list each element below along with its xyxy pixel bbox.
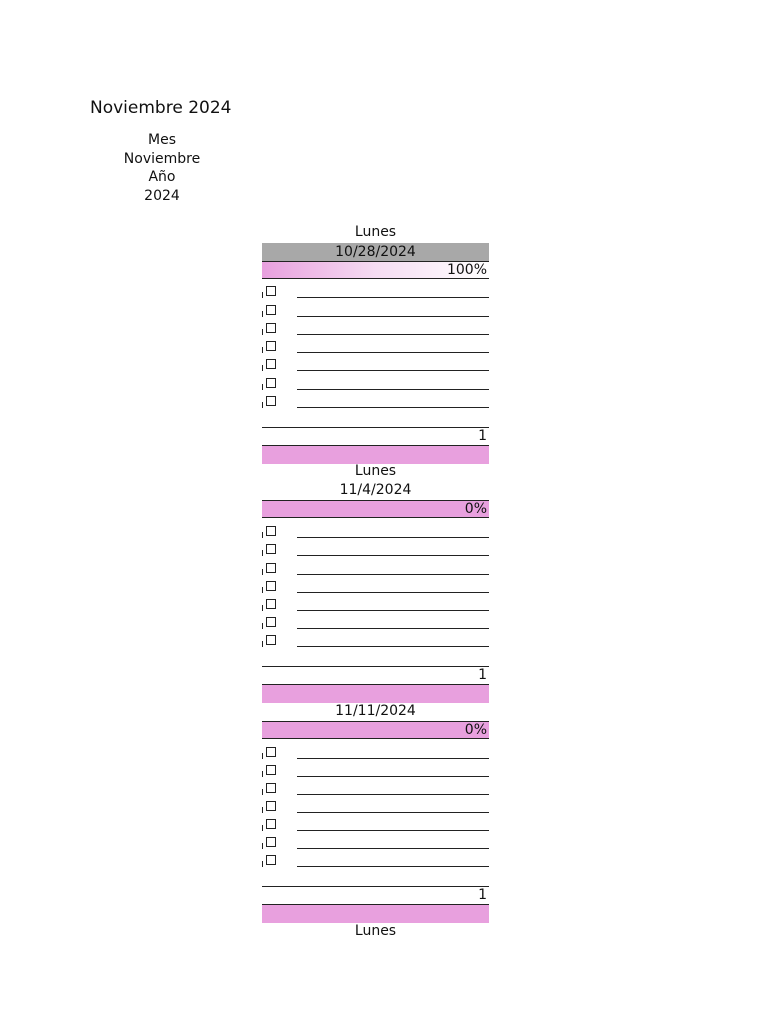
task-row	[262, 317, 489, 335]
task-row	[262, 849, 489, 867]
row-tick	[262, 365, 263, 371]
page-title: Noviembre 2024	[90, 98, 232, 118]
task-row	[262, 299, 489, 317]
week3-count: 1	[262, 886, 489, 905]
task-checkbox[interactable]	[266, 765, 276, 775]
row-tick	[262, 292, 263, 298]
task-row	[262, 777, 489, 795]
next-day-label: Lunes	[354, 923, 397, 939]
year-label: Año	[148, 169, 176, 185]
task-line[interactable]	[297, 370, 489, 371]
task-row	[262, 372, 489, 390]
week2-day-label: Lunes	[354, 463, 397, 479]
row-tick	[262, 402, 263, 408]
week2-progress-percent: 0%	[262, 500, 489, 518]
week1-date: 10/28/2024	[262, 243, 489, 261]
task-checkbox[interactable]	[266, 378, 276, 388]
task-checkbox[interactable]	[266, 323, 276, 333]
task-checkbox[interactable]	[266, 635, 276, 645]
week3-progress-percent: 0%	[262, 721, 489, 739]
task-line[interactable]	[297, 555, 489, 556]
task-line[interactable]	[297, 297, 489, 298]
month-label: Mes	[148, 132, 176, 148]
task-checkbox[interactable]	[266, 396, 276, 406]
task-row	[262, 593, 489, 611]
task-checkbox[interactable]	[266, 563, 276, 573]
task-checkbox[interactable]	[266, 305, 276, 315]
task-line[interactable]	[297, 866, 489, 867]
task-row	[262, 575, 489, 593]
task-row	[262, 795, 489, 813]
week1-footer-bar	[262, 446, 489, 464]
task-row	[262, 520, 489, 538]
task-row	[262, 280, 489, 298]
month-value: Noviembre	[123, 151, 201, 167]
task-checkbox[interactable]	[266, 599, 276, 609]
task-row	[262, 335, 489, 353]
row-tick	[262, 861, 263, 867]
task-checkbox[interactable]	[266, 747, 276, 757]
task-row	[262, 390, 489, 408]
week3-date: 11/11/2024	[335, 703, 416, 719]
task-checkbox[interactable]	[266, 526, 276, 536]
task-line[interactable]	[297, 407, 489, 408]
week1-progress-percent: 100%	[262, 261, 489, 279]
task-checkbox[interactable]	[266, 837, 276, 847]
week2-date: 11/4/2024	[339, 482, 412, 498]
week1-count: 1	[262, 427, 489, 446]
task-checkbox[interactable]	[266, 819, 276, 829]
task-checkbox[interactable]	[266, 801, 276, 811]
task-checkbox[interactable]	[266, 783, 276, 793]
task-line[interactable]	[297, 646, 489, 647]
task-row	[262, 759, 489, 777]
task-row	[262, 611, 489, 629]
task-row	[262, 353, 489, 371]
task-checkbox[interactable]	[266, 855, 276, 865]
task-row	[262, 557, 489, 575]
task-row	[262, 741, 489, 759]
task-checkbox[interactable]	[266, 286, 276, 296]
week2-count: 1	[262, 666, 489, 685]
task-checkbox[interactable]	[266, 341, 276, 351]
task-checkbox[interactable]	[266, 617, 276, 627]
row-tick	[262, 550, 263, 556]
task-checkbox[interactable]	[266, 581, 276, 591]
task-row	[262, 813, 489, 831]
row-tick	[262, 641, 263, 647]
week1-day-label: Lunes	[354, 224, 397, 240]
task-row	[262, 629, 489, 647]
task-row	[262, 831, 489, 849]
task-checkbox[interactable]	[266, 544, 276, 554]
week2-footer-bar	[262, 685, 489, 703]
week3-footer-bar	[262, 905, 489, 923]
task-row	[262, 538, 489, 556]
task-checkbox[interactable]	[266, 359, 276, 369]
year-value: 2024	[144, 188, 180, 204]
